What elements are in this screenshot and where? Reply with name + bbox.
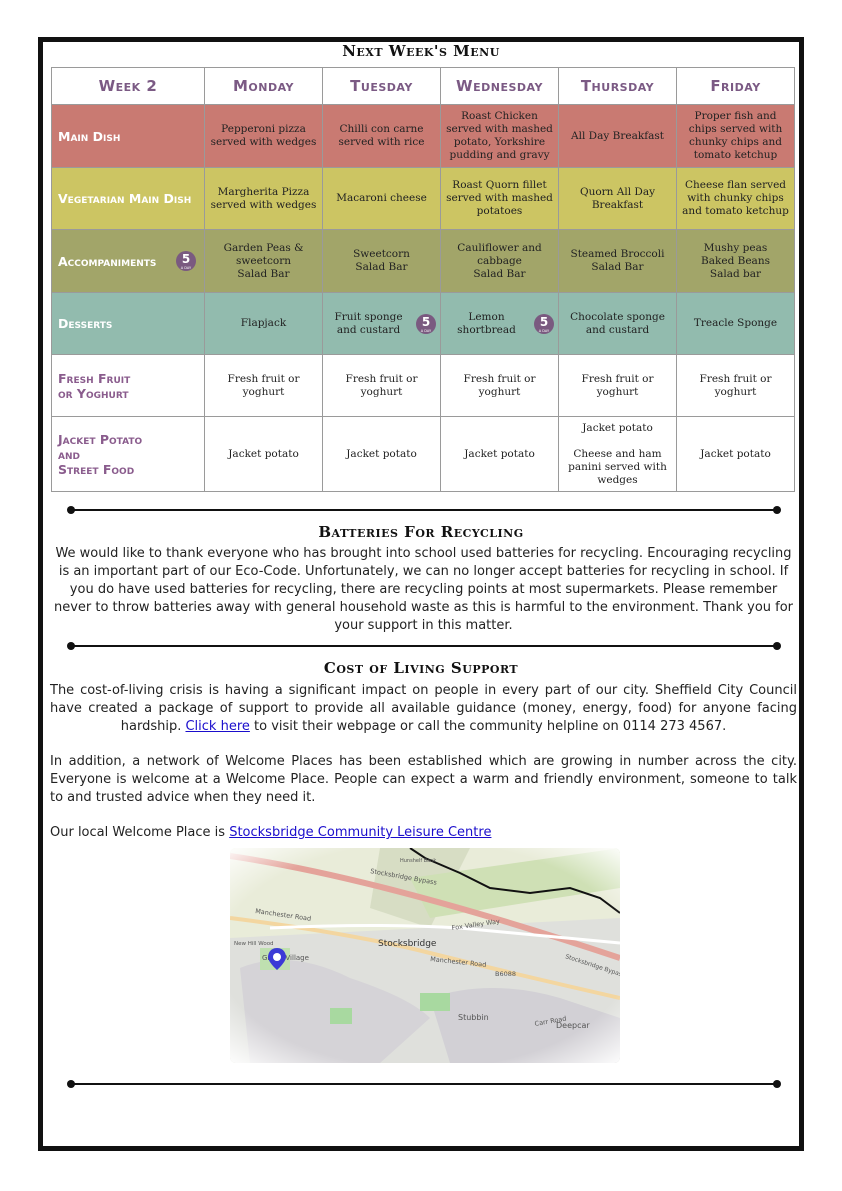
section-divider <box>70 645 778 647</box>
welcome-place-text: Our local Welcome Place is <box>50 825 230 840</box>
menu-cell: All Day Breakfast <box>559 105 677 168</box>
menu-cell-text: Lemon shortbread <box>457 310 516 336</box>
menu-title: Next Week's Menu <box>342 42 500 60</box>
row-label-desserts: Desserts <box>52 293 205 355</box>
menu-table <box>51 67 795 492</box>
day-tuesday: Tuesday <box>323 68 441 105</box>
row-label-accompaniments: Accompaniments <box>58 253 157 269</box>
section-divider <box>70 1083 778 1085</box>
menu-cell: Jacket potato <box>323 417 441 492</box>
menu-cell: Treacle Sponge <box>677 293 795 355</box>
menu-cell: Proper fish and chips served with chunky chips and tomato ketchup <box>677 105 795 168</box>
menu-cell: Macaroni cheese <box>323 168 441 230</box>
menu-cell: Fresh fruit or yoghurt <box>323 355 441 417</box>
section-divider <box>70 509 778 511</box>
row-label-main: Main Dish <box>52 105 205 168</box>
cost-paragraph-3 <box>50 824 797 842</box>
menu-cell: Jacket potato <box>441 417 559 492</box>
menu-cell: Jacket potato <box>205 417 323 492</box>
row-label-vegetarian: Vegetarian Main Dish <box>52 168 205 230</box>
week-label: Week 2 <box>52 68 205 105</box>
menu-cell: Quorn All Day Breakfast <box>559 168 677 230</box>
menu-cell: Cauliflower and cabbage Salad Bar <box>441 230 559 293</box>
menu-row-main <box>52 105 795 168</box>
menu-row-vegetarian <box>52 168 795 230</box>
five-a-day-badge: 5 A DAY <box>416 314 436 334</box>
menu-cell: Flapjack <box>205 293 323 355</box>
menu-cell: Fresh fruit or yoghurt <box>205 355 323 417</box>
cost-title: Cost of Living Support <box>323 659 519 677</box>
click-here-link[interactable]: Click here <box>185 719 250 734</box>
five-a-day-badge: 5 A DAY <box>176 251 196 271</box>
cost-text-1: The cost-of-living crisis is having a significant impact on people in every part of our city. Sheffield City Council have created a package of support to provide all available guidance (money, energy, food) for anyone facing hardship. <box>50 683 797 734</box>
menu-cell-with-badge <box>323 293 441 355</box>
row-label-jacket: Jacket Potato and Street Food <box>52 417 205 492</box>
menu-row-fruit <box>52 355 795 417</box>
row-label-fruit: Fresh Fruit or Yoghurt <box>52 355 205 417</box>
menu-cell-text: Fruit sponge and custard <box>334 310 403 336</box>
menu-cell: Chocolate sponge and custard <box>559 293 677 355</box>
leisure-centre-link[interactable]: Stocksbridge Community Leisure Centre <box>229 825 492 840</box>
day-friday: Friday <box>677 68 795 105</box>
menu-cell: Fresh fruit or yoghurt <box>559 355 677 417</box>
menu-row-desserts <box>52 293 795 355</box>
menu-cell: Jacket potato <box>677 417 795 492</box>
batteries-body: We would like to thank everyone who has brought into school used batteries for recycling. Encouraging recycling is an important part of our Eco-Code. Unfortunately, we can no longer accept batteries for recycling in school. If you do have used batteries for recycling, there are recycling points at most supermarkets. Please remember never to throw batteries away with general household waste as this is harmful to the environment. Thank you for your support in this matter. <box>53 546 794 633</box>
five-a-day-badge: 5 A DAY <box>534 314 554 334</box>
day-thursday: Thursday <box>559 68 677 105</box>
menu-cell: Garden Peas & sweetcorn Salad Bar <box>205 230 323 293</box>
menu-row-jacket <box>52 417 795 492</box>
batteries-title: Batteries For Recycling <box>318 523 524 541</box>
menu-cell: Jacket potato Cheese and ham panini served with wedges <box>559 417 677 492</box>
menu-header-row <box>52 68 795 105</box>
menu-cell: Pepperoni pizza served with wedges <box>205 105 323 168</box>
menu-cell: Chilli con carne served with rice <box>323 105 441 168</box>
cost-text-helpline: to visit their webpage or call the community helpline on 0114 273 4567. <box>249 719 727 734</box>
day-monday: Monday <box>205 68 323 105</box>
menu-cell: Steamed Broccoli Salad Bar <box>559 230 677 293</box>
cost-paragraph-2: In addition, a network of Welcome Places has been established which are growing in number across the city. Everyone is welcome at a Welcome Place. People can expect a warm and friendly environment, someone to talk to and trusted advice when they need it. <box>50 754 797 805</box>
menu-cell: Fresh fruit or yoghurt <box>441 355 559 417</box>
menu-cell: Roast Quorn fillet served with mashed potatoes <box>441 168 559 230</box>
menu-cell: Fresh fruit or yoghurt <box>677 355 795 417</box>
menu-cell-with-badge <box>441 293 559 355</box>
location-map[interactable] <box>230 848 620 1063</box>
cost-paragraph-1 <box>50 682 797 736</box>
menu-cell: Mushy peas Baked Beans Salad bar <box>677 230 795 293</box>
menu-cell: Cheese flan served with chunky chips and tomato ketchup <box>677 168 795 230</box>
menu-cell: Roast Chicken served with mashed potato, Yorkshire pudding and gravy <box>441 105 559 168</box>
menu-cell: Sweetcorn Salad Bar <box>323 230 441 293</box>
menu-cell: Margherita Pizza served with wedges <box>205 168 323 230</box>
row-label-accompaniments-cell <box>52 230 205 293</box>
menu-row-accompaniments <box>52 230 795 293</box>
day-wednesday: Wednesday <box>441 68 559 105</box>
